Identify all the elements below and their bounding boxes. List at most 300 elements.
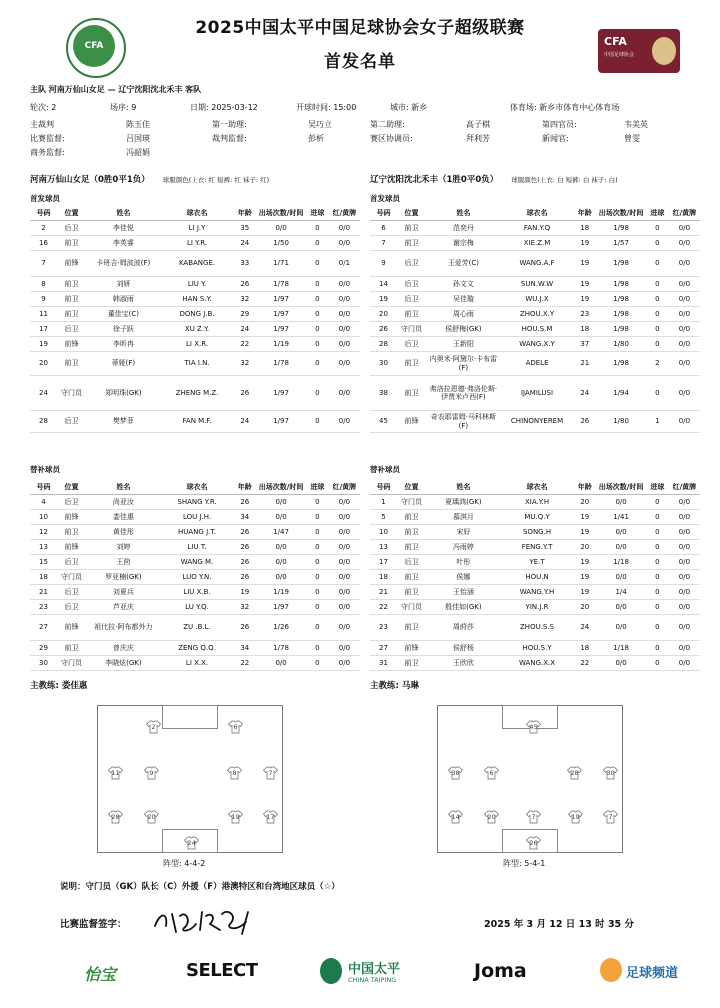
player-goals: 0 bbox=[646, 277, 669, 292]
player-number: 24 bbox=[30, 376, 57, 411]
player-age: 26 bbox=[233, 376, 256, 411]
player-position: 后卫 bbox=[57, 495, 86, 510]
player-number: 21 bbox=[370, 585, 397, 600]
player-apps: 1/26 bbox=[256, 615, 306, 641]
player-name: 侯娜 bbox=[426, 570, 501, 585]
player-goals: 0 bbox=[646, 337, 669, 352]
player-name: 卡班吉·姆波波(F) bbox=[86, 251, 161, 277]
player-number: 20 bbox=[30, 352, 57, 376]
jersey-number: 14 bbox=[451, 813, 460, 821]
player-jersey-icon bbox=[227, 766, 242, 780]
player-jersey-icon bbox=[526, 836, 541, 850]
supervisor-signature bbox=[150, 904, 270, 938]
official-name: 吕国瑛 bbox=[126, 134, 150, 143]
player-jersey-icon bbox=[108, 766, 123, 780]
player-age: 34 bbox=[233, 641, 256, 656]
table-header-row bbox=[30, 480, 360, 495]
player-position: 前卫 bbox=[397, 236, 426, 251]
player-apps: 0/0 bbox=[596, 540, 646, 555]
player-position: 守门员 bbox=[57, 570, 86, 585]
player-row bbox=[370, 555, 700, 570]
column-header: 年龄 bbox=[573, 480, 596, 495]
away-subs-table bbox=[370, 480, 700, 671]
player-age: 20 bbox=[573, 495, 596, 510]
player-apps: 0/0 bbox=[596, 570, 646, 585]
player-shirt-name: LI Y.R. bbox=[161, 236, 234, 251]
player-shirt-name: LI X.R. bbox=[161, 337, 234, 352]
player-goals: 0 bbox=[306, 570, 329, 585]
player-name: 王新阳 bbox=[426, 337, 501, 352]
column-header: 出场次数/时间 bbox=[596, 206, 646, 221]
player-jersey-icon bbox=[526, 810, 541, 824]
player-row bbox=[370, 540, 700, 555]
player-cards: 0/0 bbox=[669, 510, 700, 525]
player-number: 23 bbox=[30, 600, 57, 615]
player-shirt-name: TIA I.N. bbox=[161, 352, 234, 376]
official-name: 拜利芳 bbox=[466, 134, 490, 143]
player-age: 24 bbox=[573, 615, 596, 641]
player-number: 38 bbox=[370, 376, 397, 411]
player-apps: 1/98 bbox=[596, 277, 646, 292]
column-header: 进球 bbox=[646, 206, 669, 221]
player-age: 32 bbox=[233, 292, 256, 307]
column-header: 球衣名 bbox=[501, 480, 574, 495]
player-name: 李英睿 bbox=[86, 236, 161, 251]
jersey-number: 28 bbox=[111, 813, 120, 821]
home-starters-heading: 首发球员 bbox=[30, 194, 60, 203]
official-label: 主裁判 bbox=[30, 120, 54, 129]
player-position: 守门员 bbox=[397, 600, 426, 615]
player-row bbox=[370, 656, 700, 671]
player-position: 前锋 bbox=[57, 251, 86, 277]
player-position: 前锋 bbox=[397, 641, 426, 656]
player-age: 18 bbox=[573, 322, 596, 337]
player-number: 14 bbox=[370, 277, 397, 292]
player-jersey-icon bbox=[526, 720, 541, 734]
column-header: 球衣名 bbox=[501, 206, 574, 221]
player-number: 8 bbox=[30, 277, 57, 292]
player-row bbox=[30, 376, 360, 411]
column-header: 位置 bbox=[397, 206, 426, 221]
player-number: 16 bbox=[30, 236, 57, 251]
player-name: 董佳宝(C) bbox=[86, 307, 161, 322]
table-header-row bbox=[370, 206, 700, 221]
official-label: 比赛监督: bbox=[30, 134, 65, 143]
player-position: 前卫 bbox=[397, 525, 426, 540]
jersey-number: 20 bbox=[147, 813, 156, 821]
player-shirt-name: ZHENG M.Z. bbox=[161, 376, 234, 411]
player-goals: 0 bbox=[306, 615, 329, 641]
player-cards: 0/0 bbox=[329, 322, 360, 337]
player-position: 前锋 bbox=[397, 411, 426, 433]
player-row bbox=[370, 307, 700, 322]
player-position: 前卫 bbox=[57, 236, 86, 251]
player-name: 冯雨婷 bbox=[426, 540, 501, 555]
player-row bbox=[30, 585, 360, 600]
player-cards: 0/0 bbox=[669, 376, 700, 411]
jersey-number: 28 bbox=[570, 769, 579, 777]
official-label: 赛区协调员: bbox=[370, 134, 413, 143]
player-number: 10 bbox=[370, 525, 397, 540]
player-goals: 0 bbox=[646, 615, 669, 641]
player-number: 4 bbox=[30, 495, 57, 510]
player-age: 18 bbox=[573, 641, 596, 656]
player-age: 19 bbox=[573, 585, 596, 600]
player-name: 罗亚楠(GK) bbox=[86, 570, 161, 585]
player-name: 孙文文 bbox=[426, 277, 501, 292]
player-goals: 0 bbox=[646, 585, 669, 600]
player-cards: 0/0 bbox=[329, 656, 360, 671]
column-header: 出场次数/时间 bbox=[596, 480, 646, 495]
player-goals: 1 bbox=[646, 411, 669, 433]
player-row bbox=[30, 352, 360, 376]
player-cards: 0/0 bbox=[329, 277, 360, 292]
official-label: 第二助理: bbox=[370, 120, 405, 129]
player-goals: 0 bbox=[646, 251, 669, 277]
player-goals: 0 bbox=[646, 600, 669, 615]
player-position: 后卫 bbox=[397, 337, 426, 352]
jersey-number: 17 bbox=[266, 813, 275, 821]
player-number: 26 bbox=[370, 322, 397, 337]
jersey-number: 8 bbox=[232, 769, 237, 777]
china-taiping-emblem-icon bbox=[320, 958, 342, 984]
player-row bbox=[30, 277, 360, 292]
player-shirt-name: FAN.Y.Q bbox=[501, 221, 574, 236]
player-goals: 0 bbox=[306, 221, 329, 236]
player-name: 韩淑雨 bbox=[86, 292, 161, 307]
column-header: 姓名 bbox=[86, 206, 161, 221]
player-apps: 1/57 bbox=[596, 236, 646, 251]
away-team-name: 辽宁沈阳沈北禾丰（1胜0平0负） bbox=[370, 175, 499, 185]
player-name: 内奥米·阿黛尔·卡布雷(F) bbox=[426, 352, 501, 376]
legend-notes: 说明：守门员（GK）队长（C）外援（F）港澳特区和台湾地区球员（☆） bbox=[60, 882, 340, 892]
home-team-name: 河南万仙山女足（0胜0平1负） bbox=[30, 175, 150, 185]
player-jersey-icon bbox=[263, 810, 278, 824]
player-position: 后卫 bbox=[397, 292, 426, 307]
player-row bbox=[370, 495, 700, 510]
player-position: 前卫 bbox=[397, 615, 426, 641]
sponsor-joma: Joma bbox=[474, 960, 527, 982]
player-cards: 0/0 bbox=[329, 615, 360, 641]
player-number: 6 bbox=[370, 221, 397, 236]
player-row bbox=[370, 292, 700, 307]
player-goals: 0 bbox=[646, 307, 669, 322]
player-apps: 1/98 bbox=[596, 292, 646, 307]
player-age: 19 bbox=[233, 585, 256, 600]
player-apps: 1/98 bbox=[596, 221, 646, 236]
player-position: 前卫 bbox=[57, 641, 86, 656]
player-cards: 0/0 bbox=[329, 337, 360, 352]
player-position: 后卫 bbox=[57, 585, 86, 600]
player-goals: 0 bbox=[306, 277, 329, 292]
player-position: 守门员 bbox=[397, 495, 426, 510]
home-team-header bbox=[30, 173, 269, 185]
football-channel-icon bbox=[600, 958, 622, 982]
player-shirt-name: SONG.H bbox=[501, 525, 574, 540]
column-header: 出场次数/时间 bbox=[256, 480, 306, 495]
player-number: 27 bbox=[370, 641, 397, 656]
player-apps: 0/0 bbox=[256, 510, 306, 525]
player-number: 23 bbox=[370, 615, 397, 641]
player-shirt-name: LU Y.Q. bbox=[161, 600, 234, 615]
home-coach: 主教练: 娄佳惠 bbox=[30, 681, 88, 691]
player-number: 11 bbox=[30, 307, 57, 322]
home-subs-table bbox=[30, 480, 360, 671]
player-number: 5 bbox=[370, 510, 397, 525]
player-jersey-icon bbox=[108, 810, 123, 824]
player-shirt-name: WANG M. bbox=[161, 555, 234, 570]
player-goals: 0 bbox=[306, 641, 329, 656]
player-shirt-name: HAN S.Y. bbox=[161, 292, 234, 307]
player-row bbox=[370, 585, 700, 600]
sponsor-yibao: 怡宝 bbox=[84, 965, 117, 984]
player-number: 19 bbox=[370, 292, 397, 307]
official-label: 第四官员: bbox=[542, 120, 577, 129]
player-position: 前卫 bbox=[397, 307, 426, 322]
player-shirt-name: YIN.J.R bbox=[501, 600, 574, 615]
player-number: 45 bbox=[370, 411, 397, 433]
player-age: 20 bbox=[573, 600, 596, 615]
player-jersey-icon bbox=[228, 720, 243, 734]
column-header: 号码 bbox=[30, 206, 57, 221]
official-label: 裁判监督: bbox=[212, 134, 247, 143]
player-cards: 0/0 bbox=[669, 555, 700, 570]
player-name: 樊梦菲 bbox=[86, 411, 161, 433]
player-name: 夏瑀鸿(GK) bbox=[426, 495, 501, 510]
player-cards: 0/0 bbox=[669, 615, 700, 641]
player-shirt-name: ZHOU.S.S bbox=[501, 615, 574, 641]
player-shirt-name: LUO Y.N. bbox=[161, 570, 234, 585]
player-jersey-icon bbox=[484, 810, 499, 824]
away-formation-pitch bbox=[437, 705, 623, 853]
player-number: 1 bbox=[370, 495, 397, 510]
home-starters-table bbox=[30, 206, 360, 433]
player-name: 刘夏兵 bbox=[86, 585, 161, 600]
player-position: 前卫 bbox=[397, 352, 426, 376]
player-row bbox=[370, 337, 700, 352]
player-age: 19 bbox=[573, 251, 596, 277]
player-position: 后卫 bbox=[57, 221, 86, 236]
round: 轮次: 2 bbox=[30, 103, 57, 112]
player-position: 前卫 bbox=[397, 585, 426, 600]
player-shirt-name: WANG.Y.H bbox=[501, 585, 574, 600]
official-name: 冯韶娟 bbox=[126, 148, 150, 157]
page-title: 2025中国太平中国足球协会女子超级联赛 bbox=[195, 18, 525, 38]
match-date: 日期: 2025-03-12 bbox=[190, 103, 258, 112]
player-goals: 0 bbox=[306, 337, 329, 352]
player-goals: 0 bbox=[306, 251, 329, 277]
column-header: 出场次数/时间 bbox=[256, 206, 306, 221]
player-goals: 0 bbox=[646, 292, 669, 307]
player-apps: 1/94 bbox=[596, 376, 646, 411]
player-goals: 0 bbox=[646, 236, 669, 251]
column-header: 进球 bbox=[646, 480, 669, 495]
player-cards: 0/0 bbox=[329, 510, 360, 525]
player-number: 28 bbox=[30, 411, 57, 433]
player-apps: 1/97 bbox=[256, 600, 306, 615]
player-name: 王怡涵 bbox=[426, 585, 501, 600]
column-header: 红/黄牌 bbox=[329, 480, 360, 495]
player-apps: 0/0 bbox=[256, 540, 306, 555]
official-name: 彭析 bbox=[308, 134, 324, 143]
player-goals: 0 bbox=[306, 495, 329, 510]
player-cards: 0/0 bbox=[669, 352, 700, 376]
player-cards: 0/0 bbox=[329, 641, 360, 656]
player-row bbox=[370, 322, 700, 337]
player-name: 王欣欣 bbox=[426, 656, 501, 671]
player-goals: 0 bbox=[306, 600, 329, 615]
player-jersey-icon bbox=[568, 810, 583, 824]
player-cards: 0/0 bbox=[329, 585, 360, 600]
player-shirt-name: WANG.A.F bbox=[501, 251, 574, 277]
player-shirt-name: LIU X.B. bbox=[161, 585, 234, 600]
player-cards: 0/0 bbox=[669, 292, 700, 307]
player-age: 33 bbox=[233, 251, 256, 277]
player-age: 19 bbox=[573, 277, 596, 292]
player-name: 李晓炫(GK) bbox=[86, 656, 161, 671]
player-number: 17 bbox=[370, 555, 397, 570]
player-age: 26 bbox=[233, 277, 256, 292]
player-shirt-name: WANG.X.Y bbox=[501, 337, 574, 352]
player-shirt-name: ZU .B.L. bbox=[161, 615, 234, 641]
player-position: 守门员 bbox=[57, 376, 86, 411]
player-age: 22 bbox=[573, 656, 596, 671]
player-age: 19 bbox=[573, 555, 596, 570]
player-goals: 0 bbox=[306, 585, 329, 600]
player-apps: 0/0 bbox=[596, 600, 646, 615]
player-age: 24 bbox=[233, 236, 256, 251]
player-shirt-name: SUN.W.W bbox=[501, 277, 574, 292]
column-header: 号码 bbox=[370, 480, 397, 495]
fixture-line: 主队 河南万仙山女足 — 辽宁沈阳沈北禾丰 客队 bbox=[30, 85, 202, 94]
player-goals: 2 bbox=[646, 352, 669, 376]
player-goals: 0 bbox=[306, 525, 329, 540]
player-age: 24 bbox=[233, 411, 256, 433]
player-name: 娄佳惠 bbox=[86, 510, 161, 525]
official-name: 陈玉佳 bbox=[126, 120, 150, 129]
player-goals: 0 bbox=[306, 376, 329, 411]
player-position: 前卫 bbox=[397, 656, 426, 671]
player-apps: 1/80 bbox=[596, 411, 646, 433]
player-cards: 0/0 bbox=[669, 337, 700, 352]
player-position: 后卫 bbox=[397, 251, 426, 277]
player-shirt-name: XIE.Z.M bbox=[501, 236, 574, 251]
player-goals: 0 bbox=[646, 510, 669, 525]
player-shirt-name: FENG.Y.T bbox=[501, 540, 574, 555]
player-number: 18 bbox=[370, 570, 397, 585]
player-jersey-icon bbox=[228, 810, 243, 824]
player-shirt-name: KABANGE. bbox=[161, 251, 234, 277]
home-formation: 阵型: 4-4-2 bbox=[163, 859, 206, 868]
player-age: 26 bbox=[233, 525, 256, 540]
player-name: 范奕丹 bbox=[426, 221, 501, 236]
column-header: 进球 bbox=[306, 206, 329, 221]
away-formation: 阵型: 5-4-1 bbox=[503, 859, 546, 868]
kickoff-time: 开球时间: 15:00 bbox=[296, 103, 357, 112]
player-jersey-icon bbox=[263, 766, 278, 780]
trophy-badge-icon bbox=[652, 37, 676, 65]
player-age: 20 bbox=[573, 540, 596, 555]
player-position: 守门员 bbox=[57, 656, 86, 671]
player-position: 前锋 bbox=[57, 615, 86, 641]
player-row bbox=[370, 376, 700, 411]
player-row bbox=[30, 307, 360, 322]
player-cards: 0/0 bbox=[669, 495, 700, 510]
player-age: 21 bbox=[573, 352, 596, 376]
player-position: 前卫 bbox=[57, 525, 86, 540]
player-goals: 0 bbox=[306, 352, 329, 376]
jersey-number: 30 bbox=[606, 769, 615, 777]
player-number: 2 bbox=[30, 221, 57, 236]
player-number: 7 bbox=[30, 251, 57, 277]
player-apps: 1/97 bbox=[256, 307, 306, 322]
player-cards: 0/0 bbox=[669, 540, 700, 555]
player-age: 22 bbox=[233, 656, 256, 671]
player-name: 蒂娅(F) bbox=[86, 352, 161, 376]
player-apps: 1/78 bbox=[256, 277, 306, 292]
player-name: 宋好 bbox=[426, 525, 501, 540]
player-position: 前卫 bbox=[57, 277, 86, 292]
column-header: 球衣名 bbox=[161, 480, 234, 495]
player-apps: 1/41 bbox=[596, 510, 646, 525]
player-number: 13 bbox=[370, 540, 397, 555]
player-age: 26 bbox=[233, 495, 256, 510]
player-cards: 0/0 bbox=[669, 411, 700, 433]
player-apps: 1/4 bbox=[596, 585, 646, 600]
player-row bbox=[370, 600, 700, 615]
player-row bbox=[370, 570, 700, 585]
player-apps: 1/97 bbox=[256, 322, 306, 337]
player-shirt-name: WANG.X.X bbox=[501, 656, 574, 671]
official-name: 韦美英 bbox=[624, 120, 648, 129]
player-age: 26 bbox=[233, 540, 256, 555]
player-row bbox=[30, 641, 360, 656]
player-cards: 0/0 bbox=[329, 525, 360, 540]
player-name: 李佳悦 bbox=[86, 221, 161, 236]
player-goals: 0 bbox=[306, 555, 329, 570]
player-cards: 0/0 bbox=[329, 307, 360, 322]
player-cards: 0/0 bbox=[669, 236, 700, 251]
player-position: 前卫 bbox=[397, 221, 426, 236]
player-name: 慕淇月 bbox=[426, 510, 501, 525]
home-kit: 球服颜色(上衣: 红 短裤: 红 袜子: 红) bbox=[162, 176, 270, 184]
player-apps: 1/19 bbox=[256, 585, 306, 600]
jersey-number: 6 bbox=[489, 769, 494, 777]
player-shirt-name: HUANG J.T. bbox=[161, 525, 234, 540]
player-age: 32 bbox=[233, 600, 256, 615]
signature-date: 2025 年 3 月 12 日 13 时 35 分 bbox=[484, 919, 634, 930]
official-label: 新闻官: bbox=[542, 134, 569, 143]
player-shirt-name: LIU T. bbox=[161, 540, 234, 555]
player-row bbox=[30, 221, 360, 236]
player-shirt-name: ZHOU.X.Y bbox=[501, 307, 574, 322]
player-apps: 1/98 bbox=[596, 251, 646, 277]
player-number: 12 bbox=[30, 525, 57, 540]
column-header: 红/黄牌 bbox=[329, 206, 360, 221]
china-taiping-cn: 中国太平 bbox=[348, 962, 401, 977]
player-age: 26 bbox=[233, 615, 256, 641]
player-row bbox=[30, 411, 360, 433]
player-apps: 1/97 bbox=[256, 411, 306, 433]
official-name: 曾雯 bbox=[624, 134, 640, 143]
jersey-number: 7 bbox=[608, 813, 613, 821]
player-shirt-name: LI X.X. bbox=[161, 656, 234, 671]
player-age: 29 bbox=[233, 307, 256, 322]
player-goals: 0 bbox=[306, 307, 329, 322]
player-shirt-name: SHANG Y.R. bbox=[161, 495, 234, 510]
player-goals: 0 bbox=[646, 656, 669, 671]
player-goals: 0 bbox=[646, 221, 669, 236]
